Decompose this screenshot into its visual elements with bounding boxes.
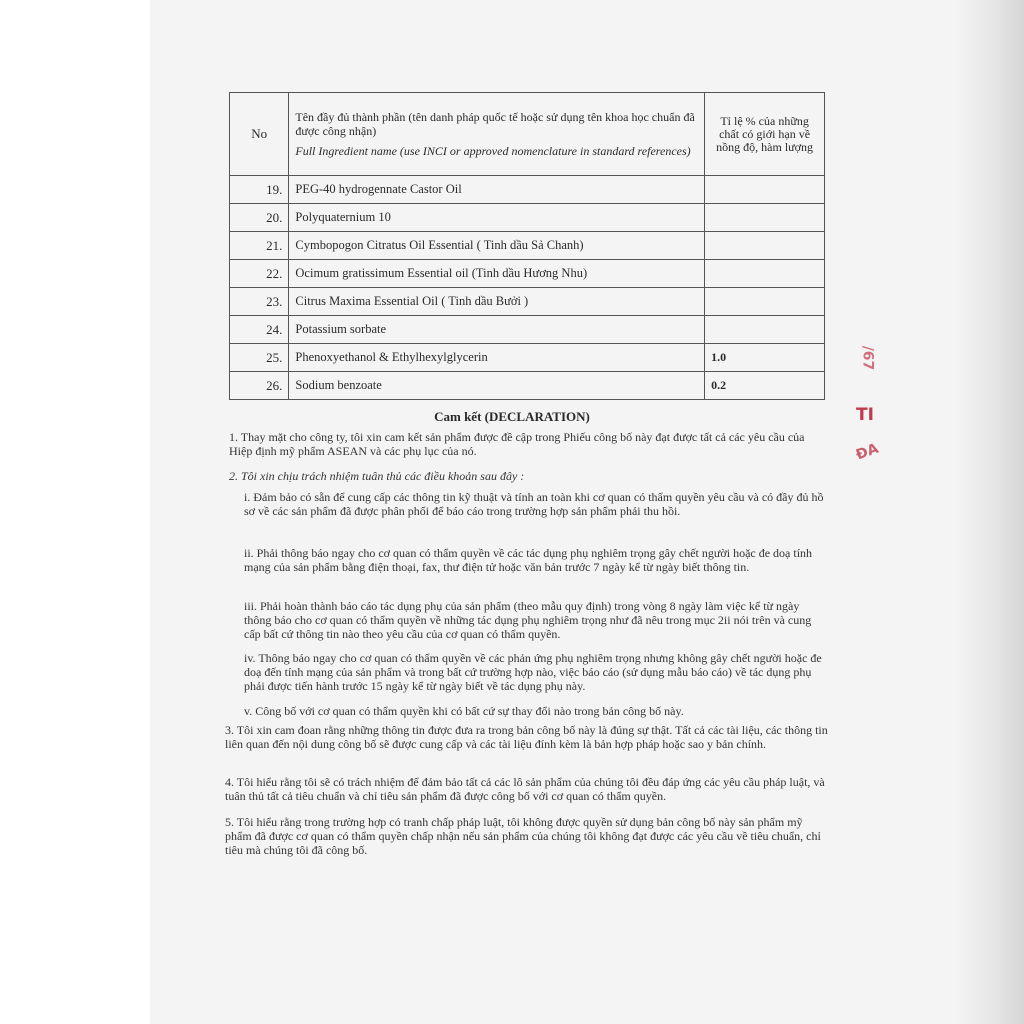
table-row: [230, 176, 825, 204]
header-ingredient-name: [289, 93, 705, 176]
table-header-row: [230, 93, 825, 176]
row-ingredient: Polyquaternium 10: [289, 204, 705, 232]
scan-shadow-edge: [954, 0, 1024, 1024]
row-ingredient: PEG-40 hydrogennate Castor Oil: [289, 176, 705, 204]
declaration-paragraph-5: 5. Tôi hiểu rằng trong trường hợp có tranh chấp pháp luật, tôi không được quyền sử dụng bản công bố này sản phẩm mỹ phẩm đã được cơ quan có thẩm quyền chấp nhận nếu sản phẩm của chúng tôi không đạt được các yêu cầu về tiêu chuẩn, chỉ tiêu mà chúng tôi đã công bố.: [225, 815, 821, 857]
row-ratio: [705, 232, 825, 260]
declaration-item-iii: iii. Phải hoàn thành báo cáo tác dụng phụ của sản phẩm (theo mẫu quy định) trong vòng 8 ngày làm việc kể từ ngày thông báo cho cơ quan có thẩm quyền về những tác dụng phụ nghiêm trọng như đã nêu trong mục 2ii nói trên và cung cấp bất cứ thông tin nào theo yêu cầu của cơ quan có thẩm quyền.: [244, 599, 812, 641]
table-row: [230, 204, 825, 232]
stamp-fragment: ĐA: [853, 440, 881, 464]
row-ratio: [705, 316, 825, 344]
row-ratio: [705, 204, 825, 232]
row-ingredient: Sodium benzoate: [289, 372, 705, 400]
header-name-vietnamese: Tên đầy đủ thành phần (tên danh pháp quốc tế hoặc sử dụng tên khoa học chuẩn đã được công nhận): [295, 110, 695, 138]
table-row: [230, 372, 825, 400]
stamp-fragment: /67: [859, 345, 876, 371]
row-ingredient: Ocimum gratissimum Essential oil (Tinh dầu Hương Nhu): [289, 260, 705, 288]
declaration-paragraph-4: 4. Tôi hiểu rằng tôi sẽ có trách nhiệm để đảm bảo tất cả các lô sản phẩm của chúng tôi đều đáp ứng các yêu cầu pháp luật, và tuân thủ tất cả tiêu chuẩn và chỉ tiêu sản phẩm đã được công bố với cơ quan có thẩm quyền.: [225, 775, 825, 803]
row-ingredient: Phenoxyethanol & Ethylhexylglycerin: [289, 344, 705, 372]
row-ingredient: Cymbopogon Citratus Oil Essential ( Tinh dầu Sả Chanh): [289, 232, 705, 260]
row-ratio: [705, 260, 825, 288]
row-number: 20.: [230, 204, 289, 232]
table-row: [230, 232, 825, 260]
row-number: 25.: [230, 344, 289, 372]
declaration-item-i: i. Đảm bảo có sẵn để cung cấp các thông tin kỹ thuật và tính an toàn khi cơ quan có thẩm quyền yêu cầu và có đầy đủ hồ sơ về các sản phẩm đã được phân phối để báo cáo trong trường hợp sản phẩm phải thu hồi.: [244, 490, 824, 518]
row-ratio: 1.0: [705, 344, 825, 372]
stamp-fragment: TI: [856, 405, 874, 425]
header-name-english: Full Ingredient name (use INCI or approved nomenclature in standard references): [295, 144, 691, 158]
declaration-paragraph-2: 2. Tôi xin chịu trách nhiệm tuân thủ các điều khoản sau đây :: [229, 469, 525, 483]
row-ingredient: Potassium sorbate: [289, 316, 705, 344]
row-ratio: [705, 288, 825, 316]
row-number: 23.: [230, 288, 289, 316]
table-row: [230, 316, 825, 344]
row-ratio: 0.2: [705, 372, 825, 400]
declaration-item-iv: iv. Thông báo ngay cho cơ quan có thẩm quyền về các phản ứng phụ nghiêm trọng nhưng không gây chết người hoặc đe doạ đến tính mạng của sản phẩm và trong bất cứ trường hợp nào, việc báo cáo (sử dụng mẫu báo cáo) về tác dụng phụ phải được tiến hành trước 15 ngày kể từ ngày biết về tác dụng phụ này.: [244, 651, 822, 693]
row-number: 26.: [230, 372, 289, 400]
declaration-paragraph-3: 3. Tôi xin cam đoan rằng những thông tin được đưa ra trong bản công bố này là đúng sự thật. Tất cả các tài liệu, các thông tin liên quan đến nội dung công bố sẽ được cung cấp và các tài liệu đính kèm là bản hợp pháp hoặc sao y bản chính.: [225, 723, 828, 751]
declaration-paragraph-1: 1. Thay mặt cho công ty, tôi xin cam kết sản phẩm được đề cập trong Phiếu công bố này đạt được tất cả các yêu cầu của Hiệp định mỹ phẩm ASEAN và các phụ lục của nó.: [229, 430, 805, 458]
table-row: [230, 344, 825, 372]
row-number: 19.: [230, 176, 289, 204]
declaration-item-ii: ii. Phải thông báo ngay cho cơ quan có thẩm quyền về các tác dụng phụ nghiêm trọng gây chết người hoặc đe doạ tính mạng của sản phẩm bằng điện thoại, fax, thư điện tử hoặc văn bản trước 7 ngày kể từ ngày biết thông tin.: [244, 546, 813, 574]
header-ratio: Tỉ lệ % của những chất có giới hạn về nồng độ, hàm lượng: [705, 93, 825, 176]
declaration-title: Cam kết (DECLARATION): [434, 409, 590, 424]
row-ingredient: Citrus Maxima Essential Oil ( Tinh dầu Bưởi ): [289, 288, 705, 316]
row-number: 21.: [230, 232, 289, 260]
row-ratio: [705, 176, 825, 204]
table-row: [230, 260, 825, 288]
header-no: No: [230, 93, 289, 176]
ingredient-table: [229, 92, 825, 400]
declaration-item-v: v. Công bố với cơ quan có thẩm quyền khi có bất cứ sự thay đổi nào trong bản công bố này.: [244, 704, 684, 718]
table-row: [230, 288, 825, 316]
row-number: 24.: [230, 316, 289, 344]
row-number: 22.: [230, 260, 289, 288]
